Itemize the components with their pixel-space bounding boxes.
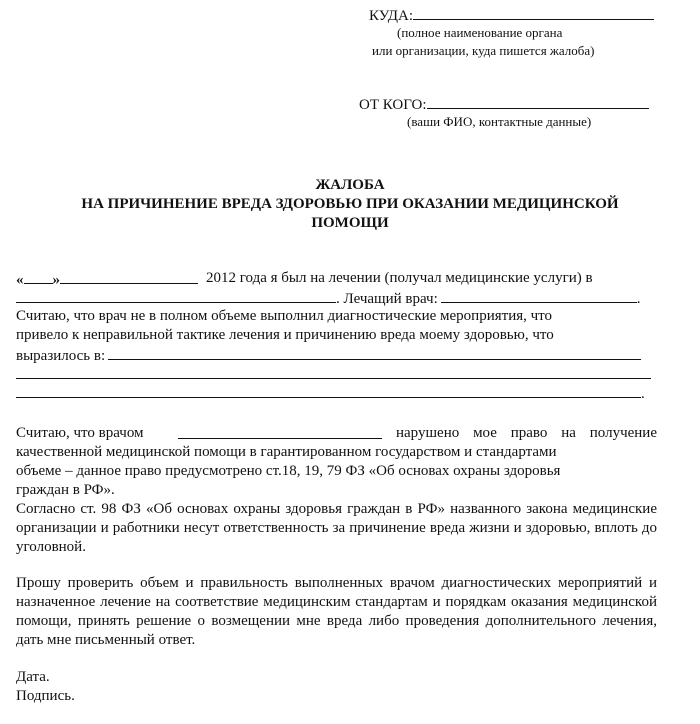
p3-line1-rest: нарушено мое право на получение xyxy=(396,425,657,441)
p2-line2: привело к неправильной тактике лечения и причинению вреда моему здоровью, что xyxy=(16,327,554,343)
p2-line4 xyxy=(16,364,651,385)
doc-title-2: НА ПРИЧИНЕНИЕ ВРЕДА ЗДОРОВЬЮ ПРИ ОКАЗАНИИ МЕДИЦИНСКОЙ xyxy=(81,196,619,212)
to-label: КУДА: xyxy=(369,8,414,24)
p2-line1: Считаю, что врач не в полном объеме выполнил диагностические мероприятия, что xyxy=(16,308,553,324)
p3-line3: объеме – данное право предусмотрено ст.18, 19, 79 ФЗ «Об основах охраны здоровья xyxy=(16,463,561,479)
expressed-blank-1 xyxy=(108,345,641,360)
p3-doctor-blank xyxy=(178,424,382,439)
p3-line2: качественной медицинской помощи в гарантированном государством и стандартами xyxy=(16,444,557,460)
date-label: Дата. xyxy=(16,669,50,685)
quote-open: « xyxy=(16,272,24,288)
from-hint: (ваши ФИО, контактные данные) xyxy=(407,114,592,129)
doctor-blank xyxy=(441,288,637,303)
institution-blank xyxy=(16,288,336,303)
p1-line2 xyxy=(16,288,641,309)
quote-close: » xyxy=(52,272,60,288)
expressed-label: выразилось в: xyxy=(16,348,106,364)
p2-line3 xyxy=(16,345,641,366)
doc-title-3: ПОМОЩИ xyxy=(311,215,389,231)
to-hint-1: (полное наименование органа xyxy=(397,25,563,40)
from-label: ОТ КОГО: xyxy=(359,97,427,113)
p4-paragraph: Согласно ст. 98 ФЗ «Об основах охраны здоровья граждан в РФ» названного закона медицинские организации и работники несут ответственность за причинение вреда жизни и здоровью, вплоть до уголовной. xyxy=(16,501,657,555)
p3-doctor-line xyxy=(178,424,382,445)
doc-title-1: ЖАЛОБА xyxy=(315,177,385,193)
p5-paragraph: Прошу проверить объем и правильность выполненных врачом диагностических мероприятий и назначенное лечение на соответствие медицинским стандартам и порядкам оказания медицинской помощи, принять решение о возмещении мне вреда либо проведения дополнительного лечения, дать мне письменный ответ. xyxy=(16,575,657,648)
expressed-blank-3 xyxy=(16,383,641,398)
date-fields xyxy=(16,269,198,290)
expressed-blank-2 xyxy=(16,364,651,379)
p2-line5 xyxy=(16,383,645,404)
to-blank xyxy=(413,5,654,20)
doctor-label: . Лечащий врач: xyxy=(336,291,438,307)
day-blank xyxy=(24,269,53,284)
p3-line4: граждан в РФ». xyxy=(16,482,115,498)
p1-line1: 2012 года я был на лечении (получал медицинские услуги) в xyxy=(206,270,593,286)
p2-end: . xyxy=(641,386,645,402)
signature-label: Подпись. xyxy=(16,688,75,704)
month-blank xyxy=(60,269,198,284)
p1-end: . xyxy=(636,291,641,307)
p3-start: Считаю, что врачом xyxy=(16,425,144,441)
to-hint-2: или организации, куда пишется жалоба) xyxy=(372,43,595,58)
from-blank xyxy=(427,94,649,109)
